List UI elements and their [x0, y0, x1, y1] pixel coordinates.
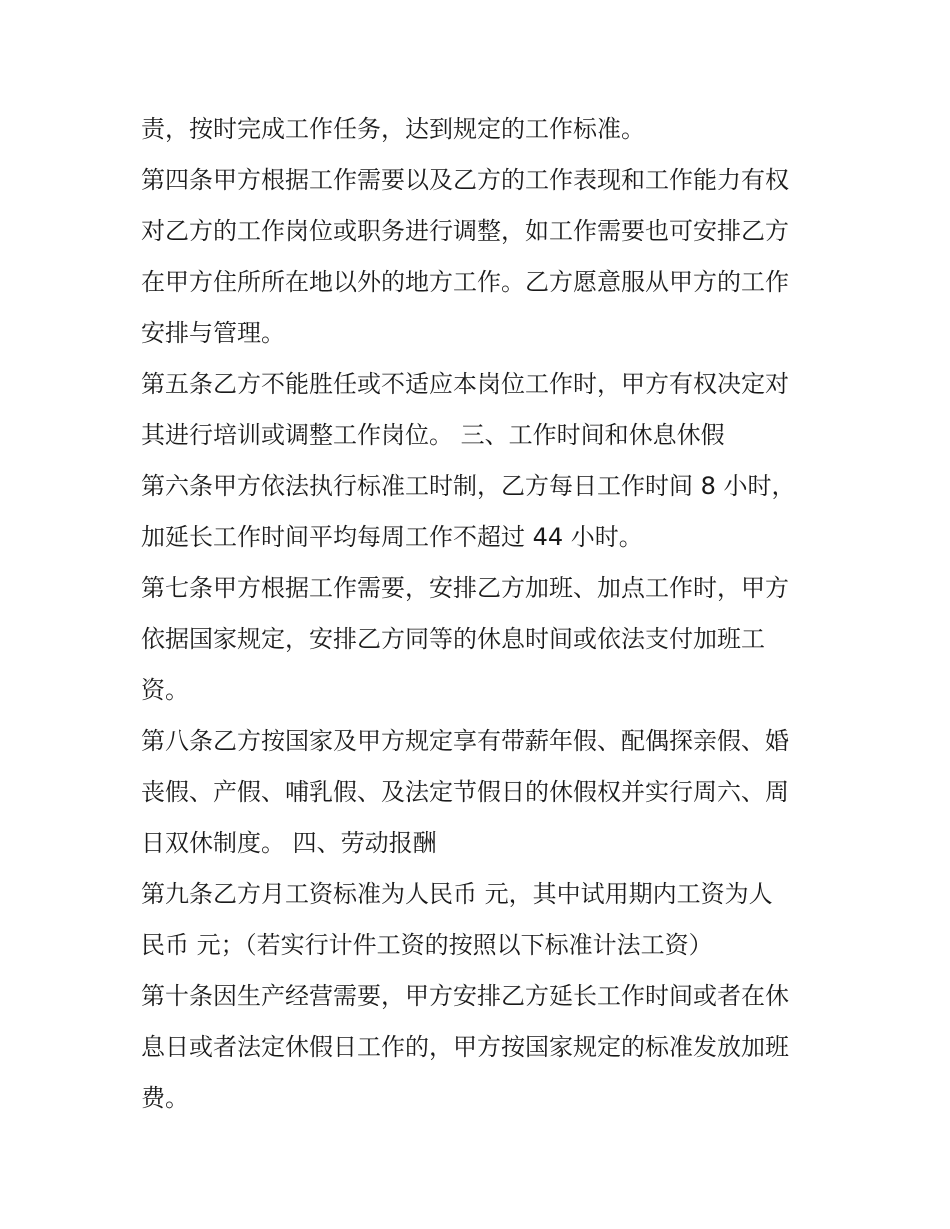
text-line: 对乙方的工作岗位或职务进行调整，如工作需要也可安排乙方 [141, 217, 789, 245]
text-line: 资。 [141, 676, 189, 704]
text-line: 安排与管理。 [141, 319, 285, 347]
text-line: 丧假、产假、哺乳假、及法定节假日的休假权并实行周六、周 [141, 778, 789, 806]
text-line: 第十条因生产经营需要，甲方安排乙方延长工作时间或者在休 [141, 982, 789, 1010]
text-line: 费。 [141, 1084, 189, 1112]
text-line: 其进行培训或调整工作岗位。 三、工作时间和休息休假 [141, 421, 725, 449]
text-line: 第四条甲方根据工作需要以及乙方的工作表现和工作能力有权 [141, 166, 789, 194]
text-line: 第五条乙方不能胜任或不适应本岗位工作时，甲方有权决定对 [141, 370, 789, 398]
text-line: 第七条甲方根据工作需要，安排乙方加班、加点工作时，甲方 [141, 574, 789, 602]
text-line: 民币 元；（若实行计件工资的按照以下标准计法工资） [141, 931, 713, 959]
text-line: 在甲方住所所在地以外的地方工作。乙方愿意服从甲方的工作 [141, 268, 789, 296]
text-line: 责，按时完成工作任务，达到规定的工作标准。 [141, 115, 645, 143]
text-line: 息日或者法定休假日工作的，甲方按国家规定的标准发放加班 [141, 1033, 789, 1061]
document-body [141, 104, 831, 1124]
text-line: 日双休制度。 四、劳动报酬 [141, 829, 437, 857]
text-line: 依据国家规定，安排乙方同等的休息时间或依法支付加班工 [141, 625, 765, 653]
text-line: 第六条甲方依法执行标准工时制，乙方每日工作时间 8 小时， [141, 472, 796, 500]
text-line: 第八条乙方按国家及甲方规定享有带薪年假、配偶探亲假、婚 [141, 727, 789, 755]
text-line: 第九条乙方月工资标准为人民币 元，其中试用期内工资为人 [141, 880, 773, 908]
text-line: 加延长工作时间平均每周工作不超过 44 小时。 [141, 523, 643, 551]
